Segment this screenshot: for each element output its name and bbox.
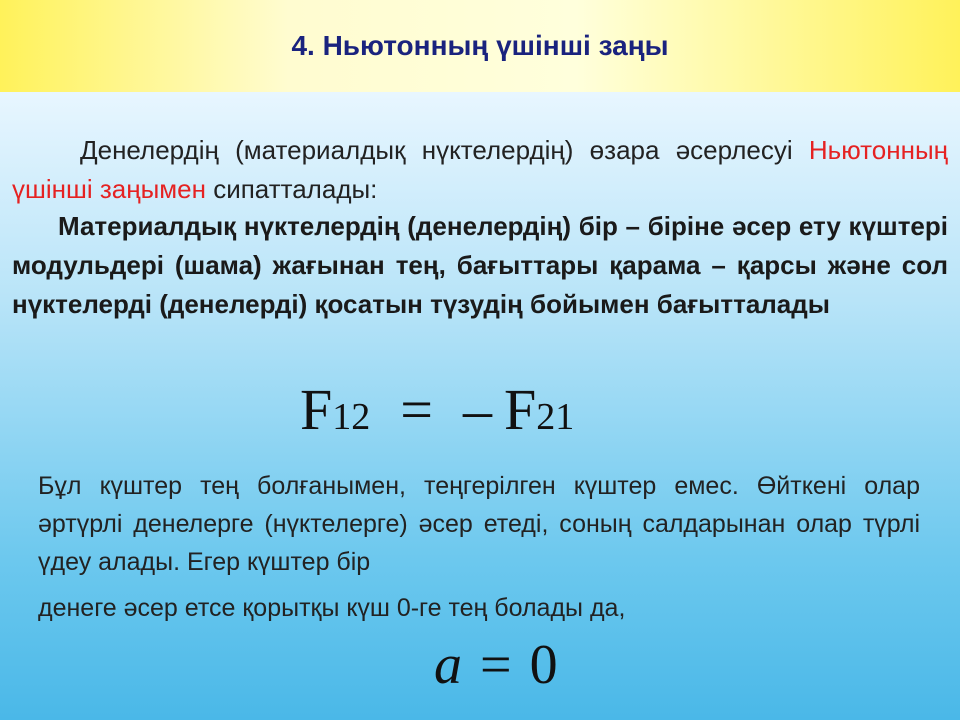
title-band: [0, 0, 960, 92]
intro-paragraph: [12, 131, 948, 209]
slide-title: 4. Ньютонның үшінші заңы: [291, 30, 669, 61]
equals-sign: =: [400, 377, 433, 442]
explanation-text: Бұл күштер тең болғанымен, теңгерілген күштер емес. Өйткені олар әртүрлі денелерге (нүктелерге) әсер етеді, соның салдарынан олар түрлі үдеу алады. Егер күштер бір: [38, 472, 920, 576]
force-subscript-rhs: 21: [536, 396, 575, 438]
minus-sign: –: [462, 377, 492, 442]
intro-text-start: Денелердің (материалдық нүктелердің) өзара әсерлесуі: [80, 135, 809, 165]
zero-value: 0: [529, 634, 558, 696]
law-statement: Материалдық нүктелердің (денелердің) бір – біріне әсер ету күштері модульдері (шама) жағынан тең, бағыттары қарама – қарсы және сол нүктелерді (денелерді) қосатын түзудің бойымен бағытталады: [12, 211, 948, 319]
acceleration-variable: a: [434, 634, 462, 696]
zero-acceleration-formula: [434, 630, 558, 700]
explanation-text-last: денеге әсер етсе қорытқы күш 0-ге тең болады да,: [38, 594, 626, 622]
newton-third-law-formula: [300, 375, 574, 452]
force-subscript-lhs: 12: [332, 396, 371, 438]
intro-text-end: сипатталады:: [205, 174, 378, 204]
explanation-paragraph: [38, 467, 920, 627]
equals-sign-2: =: [480, 634, 512, 696]
law-name-highlight: Ньютонның үшінші заңымен: [12, 135, 948, 204]
force-symbol-rhs: F: [503, 377, 537, 442]
force-symbol-lhs: F: [300, 377, 333, 442]
